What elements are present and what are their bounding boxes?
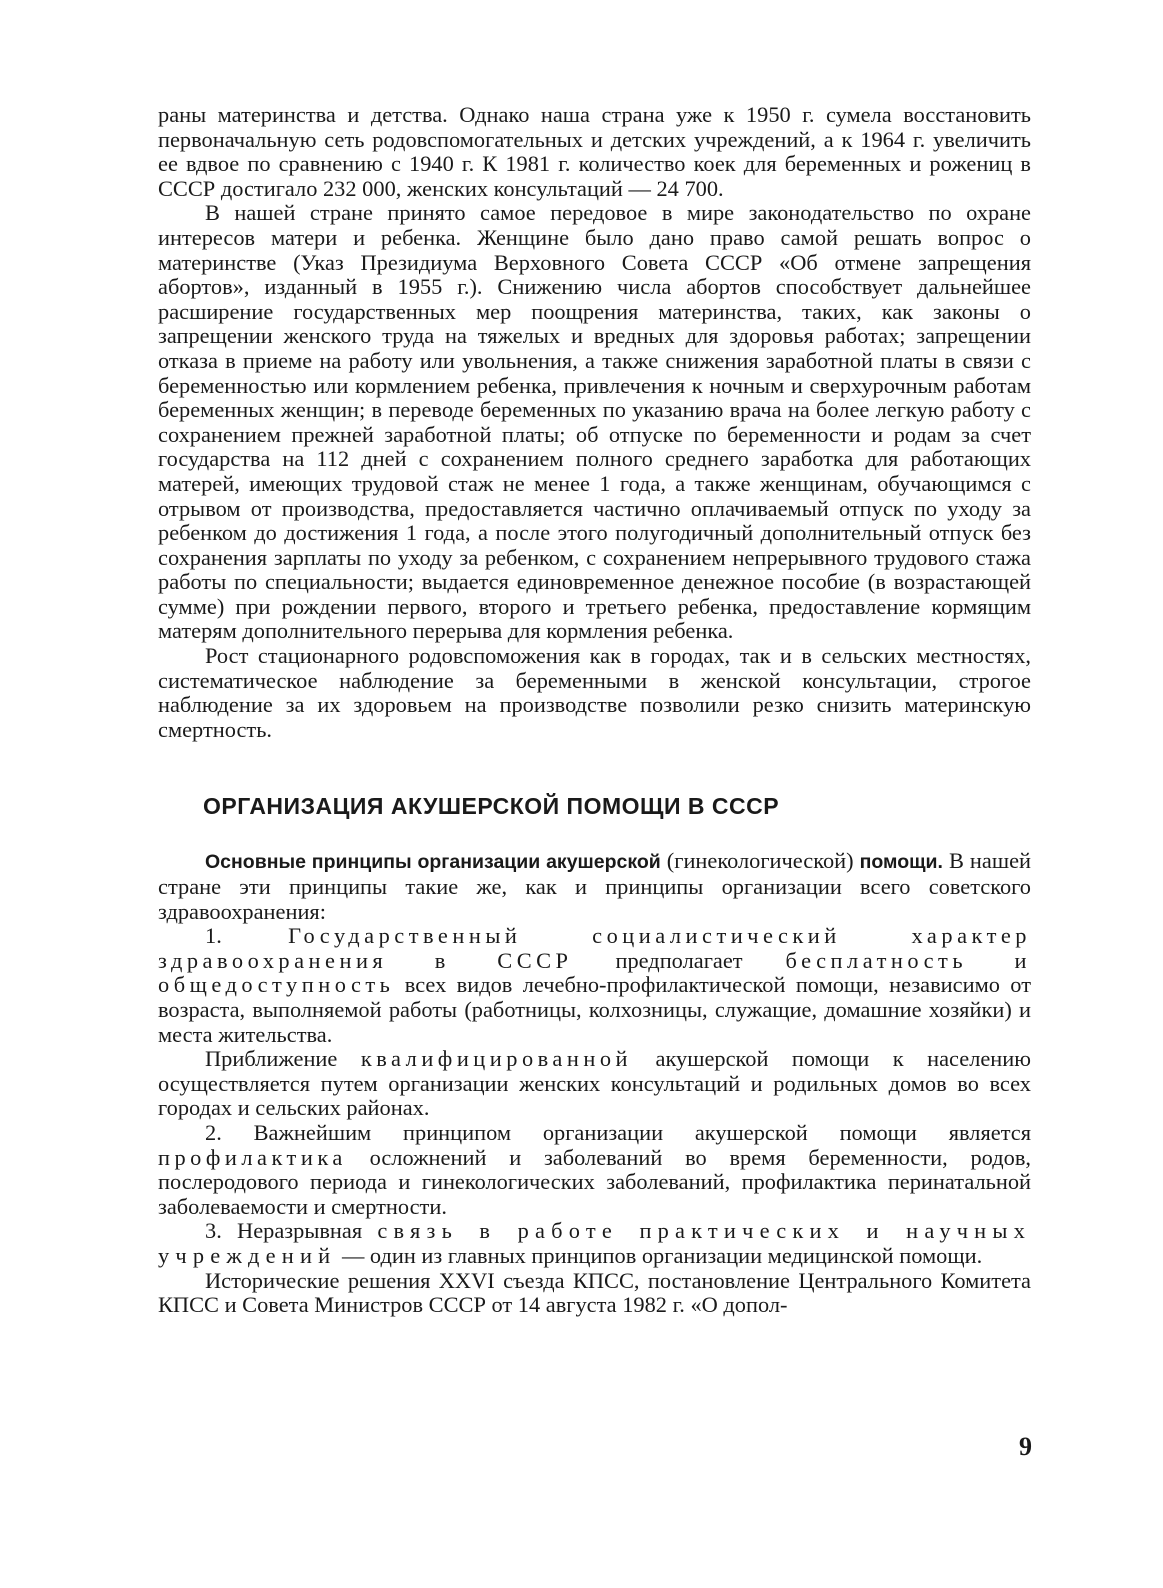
item-1-text: предполагает xyxy=(572,947,786,973)
principle-item-1 xyxy=(158,924,1031,1047)
item-3-text-2: — один из главных принципов организации медицинской помощи. xyxy=(336,1242,983,1268)
paragraph-maternal-mortality: Рост стационарного родовспоможения как в городах, так и в сельских местностях, систематическое наблюдение за беременными в женской консультации, строгое наблюдение за их здоровьем на производстве позволили резко снизить материнскую смертность. xyxy=(158,643,1031,742)
principle-item-3 xyxy=(158,1219,1031,1268)
paragraph-principles-intro xyxy=(158,849,1031,924)
paragraph-historical-decisions: Исторические решения XXVI съезда КПСС, постановление Центрального Комитета КПСС и Совета Министров СССР от 14 августа 1982 г. «О допол- xyxy=(158,1267,1031,1318)
item-3-text: 3. Неразрывная xyxy=(205,1218,378,1244)
item-1b-text: Приближение xyxy=(205,1046,361,1072)
page-number: 9 xyxy=(1019,1432,1032,1461)
item-1b-text-2: акушерской помощи к населению осуществляется путем организации женских консультаций и родильных домов во всех городах и сельских районах. xyxy=(158,1046,1031,1121)
principles-lead-bold: Основные принципы организации акушерской xyxy=(205,851,661,874)
item-2-text-2: осложнений и заболеваний во время беременности, родов, послеродового периода и гинекологических заболеваний, профилактика перинатальной заболеваемости и смертности. xyxy=(158,1144,1031,1219)
principles-lead-normal: (гинекологической) xyxy=(660,848,860,874)
section-title: ОРГАНИЗАЦИЯ АКУШЕРСКОЙ ПОМОЩИ В СССР xyxy=(203,793,780,820)
principles-lead-bold-end: помощи. xyxy=(859,851,943,874)
principle-item-2 xyxy=(158,1121,1031,1219)
item-3-spaced-emphasis: связь в работе практических и научных учреждений xyxy=(158,1218,1031,1268)
text-column xyxy=(158,103,1031,1318)
item-1-text-2: всех видов лечебно-профилактической помощи, независимо от возраста, выполняемой работы (работницы, колхозницы, служащие, домашние хозяйки) и места жительства. xyxy=(158,972,1031,1047)
item-2-spaced-emphasis: профилактика xyxy=(158,1144,347,1170)
principles-lead-rest: В нашей стране эти принципы такие же, как и принципы организации всего советского здравоохранения: xyxy=(158,848,1031,924)
item-1-spaced-emphasis-2: бесплатность и общедоступность xyxy=(158,947,1031,998)
paragraph-continued: раны материнства и детства. Однако наша страна уже к 1950 г. сумела восстановить первоначальную сеть родовспомогательных и детских учреждений, а к 1964 г. увеличить ее вдвое по сравнению с 1940 г. К 1981 г. количество коек для беременных и рожениц в СССР достигало 232 000, женских консультаций — 24 700. xyxy=(158,102,1031,201)
item-2-text: 2. Важнейшим принципом организации акушерской помощи является xyxy=(205,1119,1031,1145)
item-1b-spaced-emphasis: квалифицированной xyxy=(360,1046,633,1072)
paragraph-legislation: В нашей стране принято самое передовое в мире законодательство по охране интересов матери и ребенка. Женщине было дано право самой решать вопрос о материнстве (Указ Президиума Верховного Совета СССР «Об отмене запрещения абортов», изданный в 1955 г.). Снижению числа абортов способствует дальнейшее расширение государственных мер поощрения материнства, таких, как законы о запрещении женского труда на тяжелых и вредных для здоровья работах; запрещении отказа в приеме на работу или увольнения, а также снижения заработной платы в связи с беременностью или кормлением ребенка, привлечения к ночным и сверхурочным работам беременных женщин; в переводе беременных по указанию врача на более легкую работу с сохранением прежней заработной платы; об отпуске по беременности и родам за счет государства на 112 дней с сохранением полного среднего заработка для работающих матерей, имеющих трудовой стаж не менее 1 года, а также женщинам, обучающимся с отрывом от производства, предоставляется частично оплачиваемый отпуск по уходу за ребенком до достижения 1 года, а после этого полугодичный дополнительный отпуск без сохранения зарплаты по уходу за ребенком, с сохранением непрерывного трудового стажа работы по специальности; выдается единовременное денежное пособие (в возрастающей сумме) при рождении первого, второго и третьего ребенка, предоставление кормящим матерям дополнительного перерыва для кормления ребенка. xyxy=(158,200,1031,644)
item-1-spaced-emphasis: Государственный социалистический характер здравоохранения в СССР xyxy=(158,923,1032,973)
principle-item-1b xyxy=(158,1047,1031,1121)
item-1-prefix: 1. xyxy=(205,923,289,949)
